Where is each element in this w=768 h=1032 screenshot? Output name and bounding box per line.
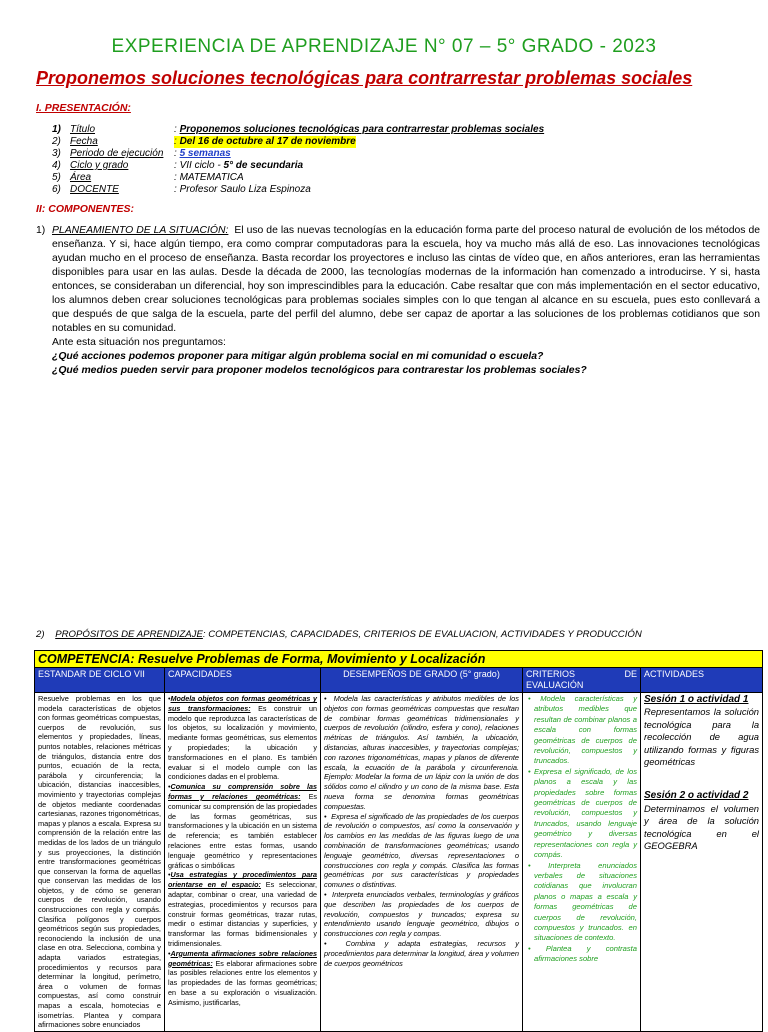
info-num: 4)	[52, 160, 61, 171]
desempeno-item: • Expresa el significado de las propiedades de los cuerpos de revolución o compuestos, así como la conservación y los cambios en las medidas de las figuras luego de una combinación de transformaciones geométricas; usando lenguaje geométrico, diversas representaciones o construcciones con regla y compás. Clasifica las formas geométricas por sus características y propiedades comunes o distintivas.	[324, 811, 519, 890]
info-value: : VII ciclo - 5° de secundaria	[174, 160, 304, 171]
criterios-cell	[523, 693, 641, 1032]
info-label: Área	[70, 172, 92, 183]
question-2: ¿Qué medios pueden servir para proponer modelos tecnológicos para contrarestar los problemas sociales?	[52, 365, 587, 376]
session-2-title: Sesión 2 o actividad 2	[644, 790, 749, 802]
actividades-cell	[641, 693, 763, 1032]
planteamiento-body	[52, 224, 760, 336]
criterio-item: • Interpreta enunciados verbales de situaciones cotidianas que involucran planos o mapas a escala y formas geométricas de cuerpos de revolución, compuestos y truncados. en situaciones de contexto.	[528, 860, 637, 943]
estandar-text: Resuelve problemas en los que modela características de objetos con formas geométricas compuestas, cuerpos de revolución, sus elementos y propiedades, líneas, puntos notables, relaciones métricas de triángulos, distancia entre dos puntos, ecuación de la recta, parábola y circunferencia; la ubicación, distancias inaccesibles, movimiento y trayectorias complejas de objetos mediante coordenadas cartesianas, razones trigonométricas, mapas y planos a escala. Expresa su comprensión de la relación entre las medidas de los lados de un triángulo y sus proyecciones, la distinción entre transformaciones geométricas que conservan la forma de aquellas que conservan las medidas de los objetos, y de cómo se generan cuerpos de revolución, usando construcciones con regla y compás. Clasifica polígonos y cuerpos geométricos según sus propiedades, reconociendo la inclusión de una clase en otra. Selecciona, combina y adapta variados estrategias, procedimientos y recursos para determinar la longitud, perímetro, área o volumen de formas compuestas, así como construir mapas a escala, homotecias e isometrías. Plantea y compara afirmaciones sobre enunciados	[38, 694, 161, 1030]
session-2-desc: Determinamos el volumen y área de la solución tecnológica en el GEOGEBRA	[644, 802, 760, 852]
info-label: Ciclo y grado	[70, 160, 129, 171]
estandar-cell	[35, 693, 165, 1032]
info-num: 1)	[52, 124, 61, 135]
planteamiento-index: 1)	[36, 225, 46, 236]
info-row-titulo	[52, 124, 544, 136]
info-value: : 5 semanas	[174, 148, 231, 159]
table-header-row	[35, 668, 763, 693]
info-row-docente	[52, 184, 544, 196]
info-value: : Proponemos soluciones tecnológicas para contrarrestar problemas sociales	[174, 124, 545, 135]
info-row-area	[52, 172, 544, 184]
criterio-item: • Modela características y atributos medibles que resultan de combinar planos a escala con formas geométricas de cuerpos de revolución, compuestos y truncados.	[528, 694, 637, 766]
criterio-item: • Expresa el significado, de los planos a escala y las propiedades sobre formas geométricas de cuerpos de revolución, compuestos y truncados, usando lenguaje geométrico y diversas representaciones con regla y compás.	[528, 766, 637, 860]
col-header-criterios: CRITERIOS DE EVALUACIÓN	[523, 668, 641, 693]
info-num: 3)	[52, 148, 61, 159]
col-header-estandar: ESTANDAR DE CICLO VII	[35, 668, 165, 693]
col-header-desempenos: DESEMPEÑOS DE GRADO (5° grado)	[321, 668, 523, 693]
table-row	[35, 693, 763, 1032]
info-value: : Del 16 de octubre al 17 de noviembre	[174, 136, 356, 147]
desempeno-item: • Interpreta enunciados verbales, terminologías y gráficos que describen las propiedades de los cuerpos de revolución, compuestos y truncados; expresa su entendimiento usando lenguaje geométrico, dibujos o construcciones con regla y compas.	[324, 889, 519, 939]
col-header-actividades: ACTIVIDADES	[641, 668, 763, 693]
info-num: 6)	[52, 184, 61, 195]
session-1-desc: Representamos la solución tecnológica para la recolección de agua utilizando formas y figuras geométricas	[644, 706, 760, 768]
info-num: 2)	[52, 136, 61, 147]
capacidad-item: •Argumenta afirmaciones sobre relaciones geométricas: Es elaborar afirmaciones sobre las posibles relaciones entre los elementos y las propiedades de las formas geométricas; en base a su exploración o visualización. Asimismo, justificarlas,	[168, 948, 317, 1007]
info-num: 5)	[52, 172, 61, 183]
capacidad-item: •Modela objetos con formas geométricas y sus transformaciones: Es construir un modelo que reproduzca las características de los objetos, su localización y movimiento, mediante formas geométricas, sus elementos y propiedades; la ubicación y transformaciones en el plano. Es también evaluar si el modelo cumple con las condiciones dadas en el problema.	[168, 694, 318, 782]
competencia-title-row	[35, 651, 763, 668]
info-label: Periodo de ejecución	[70, 148, 164, 159]
info-row-ciclo	[52, 160, 544, 172]
session-1-title: Sesión 1 o actividad 1	[644, 694, 749, 705]
planteamiento-heading: PLANEAMIENTO DE LA SITUACIÓN:	[52, 225, 229, 236]
info-label: Fecha	[70, 136, 98, 147]
planteamiento-section	[36, 224, 760, 378]
info-value: : Profesor Saulo Liza Espinoza	[174, 184, 311, 195]
propositos-heading: PROPÓSITOS DE APRENDIZAJE	[55, 629, 203, 640]
desempeno-item: • Combina y adapta estrategias, recursos y procedimientos para determinar la longitud, área y volumen de cuerpos geométricos	[324, 938, 519, 968]
capacidades-cell	[165, 693, 321, 1032]
capacidad-item: •Usa estrategias y procedimientos para orientarse en el espacio: Es seleccionar, adaptar, combinar o crear, una variedad de estrategias, procedimientos y recursos para construir formas geométricas, trazar rutas, medir o estimar distancias y superficies, y transformar las formas bidimensionales y tridimensionales.	[168, 870, 317, 948]
col-header-capacidades: CAPACIDADES	[165, 668, 321, 693]
criterio-item: • Plantea y contrasta afirmaciones sobre	[528, 943, 637, 964]
competencia-title: COMPETENCIA: Resuelve Problemas de Forma, Movimiento y Localización	[35, 651, 763, 668]
planteamiento-intro: Ante esta situación nos preguntamos:	[52, 337, 226, 348]
planteamiento-text: El uso de las nuevas tecnologías en la educación forma parte del proceso natural de evolución de los métodos de enseñanza. Y si, hace algún tiempo, era como comprar computadoras para la escuela, hoy va mucho más allá de eso. Las innovaciones tecnológicas ayudan mucho en el proceso de enseñanza. Basta recordar los proyectores e incluso las cintas de vídeo que, en años anteriores, eran las herramientas disponibles para usar en las aulas. Desde la década de 2000, las tecnologías modernas de la información han comenzado a introducirse. Y si, hasta entonces, se consideraban un diferencial, hoy son imprescindibles para la educación. Cabe resaltar que con más implementación en el sector educativo, los alumnos deben crear soluciones tecnológicas para problemas sociales simples con lo que tengan al alcance en su escuela, pues esto conllevará a que después de que salga de la escuela, parte del perfil del alumno, debe ser capaz de aportar a las soluciones de los problemas cotidianos que son notables en su comunidad.	[52, 225, 761, 334]
desempeno-item: • Modela las características y atributos medibles de los objetos con formas geométricas compuestas que resultan de combinar formas geométricas tridimensionales y cuerpos de revolución (cilindro, esfera y cono), relaciones métricas de triángulos. Así también, la ubicación, distancias, alturas inaccesibles, y trayectorias complejas; con razones trigonométricas, mapas y planos de diferente escala, la ecuación de la parábola y circunferencia. Ejemplo: Modelar la forma de un lápiz con la unión de dos sólidos como el cilindro y un cono de la misma base. Esta nueva forma se denomina formas geométricas compuestas.	[324, 694, 519, 811]
question-1: ¿Qué acciones podemos proponer para mitigar algún problema social en mi comunidad o escuela?	[52, 351, 544, 362]
page-title: EXPERIENCIA DE APRENDIZAJE N° 07 – 5° GRADO - 2023	[111, 36, 657, 57]
propositos-index: 2)	[36, 629, 45, 640]
info-row-fecha	[52, 136, 544, 148]
propositos-text: : COMPETENCIAS, CAPACIDADES, CRITERIOS DE EVALUACION, ACTIVIDADES Y PRODUCCIÓN	[202, 629, 642, 640]
page-subtitle: Proponemos soluciones tecnológicas para contrarrestar problemas sociales	[36, 68, 693, 88]
propositos-line	[36, 629, 642, 640]
competencia-table	[34, 650, 763, 1032]
section-presentacion-heading: I. PRESENTACIÓN:	[36, 102, 131, 114]
desempenos-cell	[321, 693, 523, 1032]
info-row-periodo	[52, 148, 544, 160]
info-label: DOCENTE	[70, 184, 119, 195]
presentacion-list	[52, 124, 544, 196]
capacidad-item: •Comunica su comprensión sobre las formas y relaciones geométricas: Es comunicar su comprensión de las propiedades de las formas geométricas, sus transformaciones y la ubicación en un sistema de referencia; es también establecer relaciones entre estas formas, usando lenguaje geométrico y representaciones gráficas o simbólicas	[168, 782, 317, 870]
info-label: Título	[70, 124, 96, 135]
section-componentes-heading: II: COMPONENTES:	[36, 203, 135, 215]
info-value: : MATEMATICA	[174, 172, 244, 183]
